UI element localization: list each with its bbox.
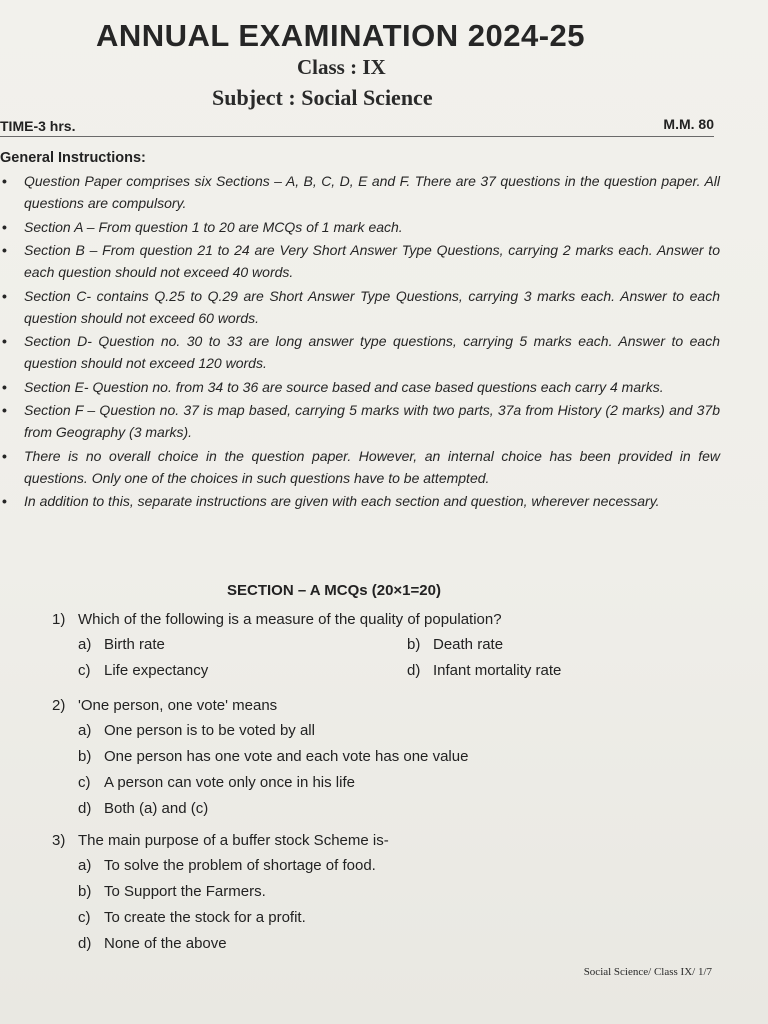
page-footer: Social Science/ Class IX/ 1/7 bbox=[583, 966, 712, 978]
instruction-item bbox=[0, 216, 720, 238]
option-letter: d) bbox=[78, 935, 92, 952]
instruction-text: Section B – From question 21 to 24 are Very Short Answer Type Questions, carrying 2 marks each. Answer to each question should not exceed 40 words. bbox=[24, 242, 720, 280]
bullet-icon: • bbox=[2, 173, 7, 189]
option-d bbox=[78, 931, 227, 957]
bullet-icon: • bbox=[2, 242, 7, 258]
instruction-text: There is no overall choice in the question paper. However, an internal choice has been provided in few questions. Only one of the choices in such questions have to be attempted. bbox=[24, 447, 720, 486]
option-letter: b) bbox=[407, 636, 421, 653]
option-text: Life expectancy bbox=[104, 662, 209, 679]
option-text: One person is to be voted by all bbox=[104, 722, 315, 739]
question-text-row bbox=[52, 608, 732, 632]
option-a bbox=[78, 853, 376, 879]
instruction-text: Section E- Question no. from 34 to 36 are source based and case based questions each carry 4 marks. bbox=[24, 378, 664, 395]
instruction-text: Section C- contains Q.25 to Q.29 are Short Answer Type Questions, carrying 3 marks each. Answer to each question should not exceed 60 words. bbox=[24, 287, 720, 326]
instruction-text: Section D- Question no. 30 to 33 are long answer type questions, carrying 5 marks each. Answer to each question should not exceed 120 words. bbox=[24, 333, 720, 371]
maximum-marks: M.M. 80 bbox=[663, 116, 714, 132]
question-text-row bbox=[52, 694, 732, 718]
option-row bbox=[52, 796, 732, 822]
option-row bbox=[52, 879, 732, 905]
option-letter: b) bbox=[78, 883, 92, 900]
option-b bbox=[407, 632, 503, 658]
option-b bbox=[78, 744, 468, 770]
option-letter: d) bbox=[407, 662, 421, 679]
option-text: A person can vote only once in his life bbox=[104, 774, 355, 791]
bullet-icon: • bbox=[2, 493, 7, 509]
instructions-heading: General Instructions: bbox=[0, 150, 146, 166]
option-text: Death rate bbox=[433, 636, 504, 653]
option-letter: a) bbox=[78, 722, 92, 739]
instruction-text: In addition to this, separate instructions are given with each section and question, wherever necessary. bbox=[24, 493, 660, 509]
instruction-text: Section A – From question 1 to 20 are MCQs of 1 mark each. bbox=[24, 218, 403, 235]
class-label: Class : IX bbox=[297, 55, 386, 79]
option-row bbox=[52, 632, 732, 658]
instruction-item bbox=[0, 399, 720, 443]
option-letter: c) bbox=[78, 774, 91, 791]
time-allowed: TIME-3 hrs. bbox=[0, 118, 76, 134]
bullet-icon: • bbox=[2, 287, 7, 304]
option-c bbox=[78, 658, 208, 684]
instructions-list bbox=[0, 170, 720, 514]
option-text: Birth rate bbox=[104, 636, 165, 653]
option-d bbox=[407, 658, 561, 684]
option-text: To solve the problem of shortage of food. bbox=[104, 857, 376, 874]
option-text: Infant mortality rate bbox=[433, 662, 562, 679]
option-text: To create the stock for a profit. bbox=[104, 909, 306, 926]
question-2 bbox=[52, 694, 732, 822]
option-letter: a) bbox=[78, 636, 92, 653]
instruction-item bbox=[0, 285, 720, 329]
option-row bbox=[52, 718, 732, 744]
question-number: 2) bbox=[52, 697, 66, 714]
question-text-row bbox=[52, 829, 732, 853]
bullet-icon: • bbox=[2, 218, 7, 235]
bullet-icon: • bbox=[2, 378, 7, 395]
option-row bbox=[52, 744, 732, 770]
option-row bbox=[52, 931, 732, 957]
option-text: Both (a) and (c) bbox=[104, 800, 209, 817]
exam-title: ANNUAL EXAMINATION 2024-25 bbox=[96, 18, 586, 53]
instruction-item bbox=[0, 330, 720, 374]
option-letter: b) bbox=[78, 748, 92, 765]
question-number: 3) bbox=[52, 832, 66, 849]
question-number: 1) bbox=[52, 611, 66, 628]
option-letter: d) bbox=[78, 800, 92, 817]
instruction-text: Question Paper comprises six Sections – A, B, C, D, E and F. There are 37 questions in the question paper. All questions are compulsory. bbox=[24, 173, 720, 211]
instruction-item bbox=[0, 239, 720, 283]
bullet-icon: • bbox=[2, 333, 7, 349]
instruction-item bbox=[0, 445, 720, 489]
question-text: 'One person, one vote' means bbox=[78, 697, 278, 714]
option-text: To Support the Farmers. bbox=[104, 883, 266, 900]
question-3 bbox=[52, 829, 732, 957]
option-letter: a) bbox=[78, 857, 92, 874]
instruction-text: Section F – Question no. 37 is map based, carrying 5 marks with two parts, 37a from History (2 marks) and 37b from Geography (3 marks). bbox=[24, 402, 720, 440]
option-row bbox=[52, 770, 732, 796]
option-text: None of the above bbox=[104, 935, 227, 952]
question-text: Which of the following is a measure of the quality of population? bbox=[78, 611, 502, 628]
option-letter: c) bbox=[78, 909, 91, 926]
question-text: The main purpose of a buffer stock Scheme is- bbox=[78, 832, 389, 849]
option-b bbox=[78, 879, 266, 905]
bullet-icon: • bbox=[2, 447, 7, 464]
header-divider bbox=[0, 136, 714, 137]
instruction-item bbox=[0, 490, 720, 512]
instruction-item bbox=[0, 170, 720, 214]
bullet-icon: • bbox=[2, 402, 7, 418]
option-text: One person has one vote and each vote has one value bbox=[104, 748, 469, 765]
instruction-item bbox=[0, 376, 720, 398]
option-row bbox=[52, 853, 732, 879]
option-row bbox=[52, 905, 732, 931]
option-row bbox=[52, 658, 732, 684]
option-c bbox=[78, 905, 306, 931]
question-1 bbox=[52, 608, 732, 684]
section-a-heading: SECTION – A MCQs (20×1=20) bbox=[227, 582, 441, 599]
option-letter: c) bbox=[78, 662, 91, 679]
subject-label: Subject : Social Science bbox=[212, 85, 433, 110]
option-c bbox=[78, 770, 355, 796]
option-a bbox=[78, 632, 165, 658]
option-d bbox=[78, 796, 208, 822]
option-a bbox=[78, 718, 315, 744]
